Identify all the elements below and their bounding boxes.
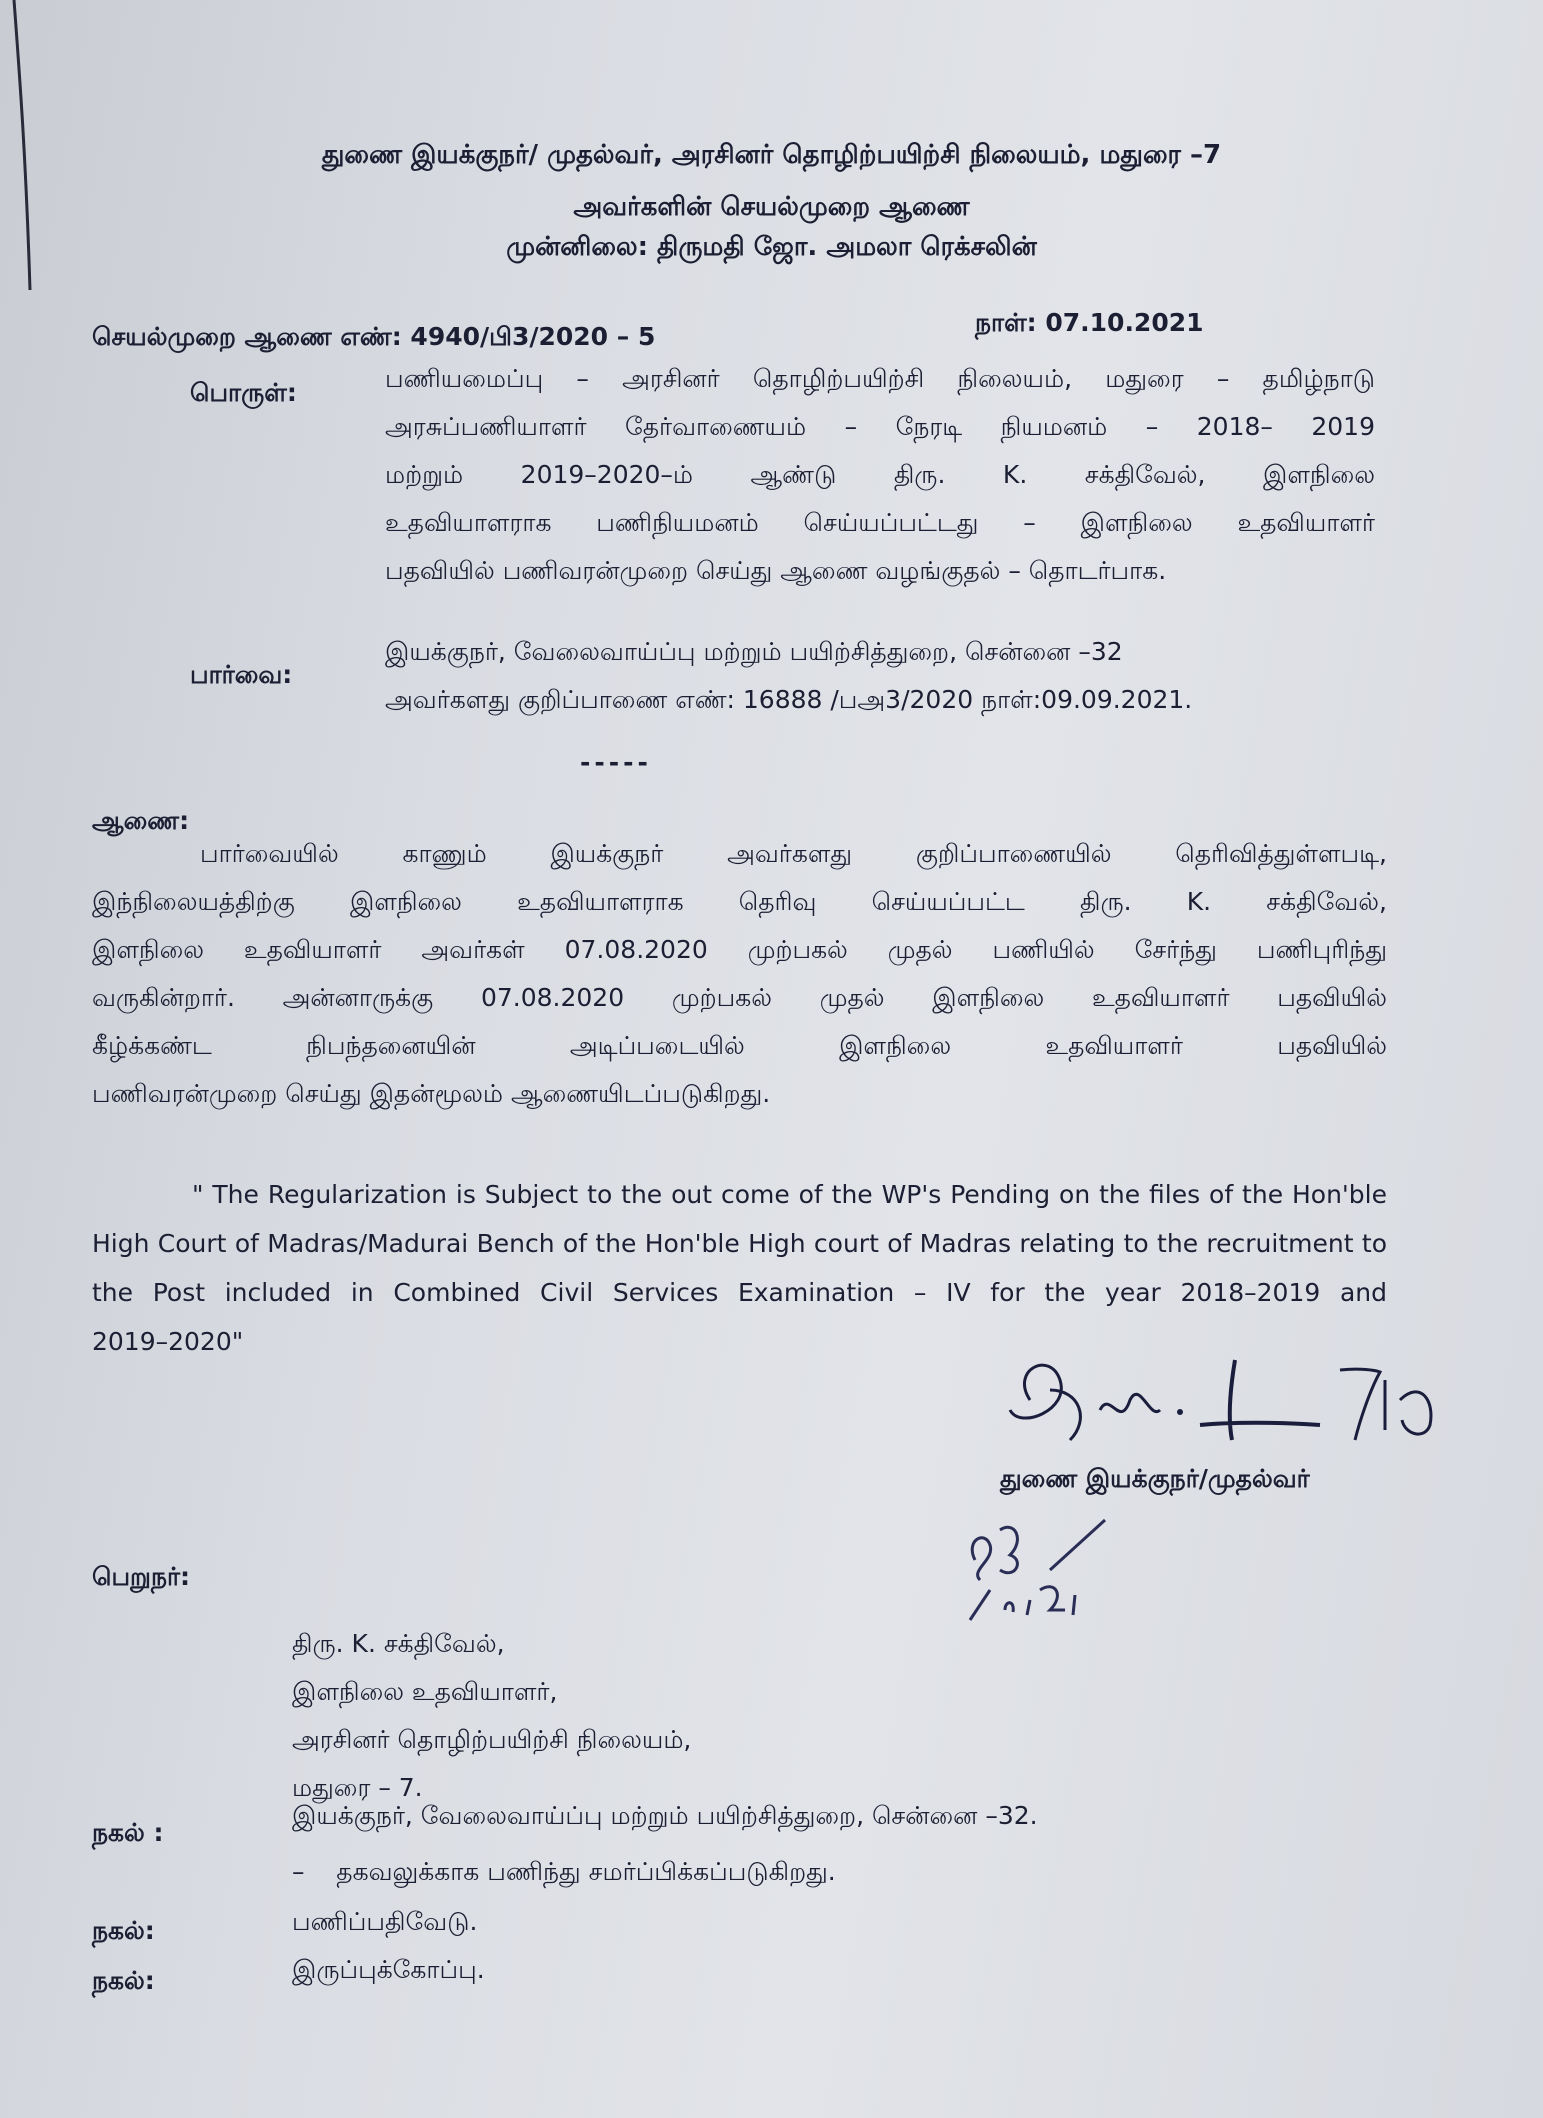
subject-block	[385, 355, 1375, 595]
reference-line: அவர்களது குறிப்பாணை எண்: 16888 /பஅ3/2020 நாள்:09.09.2021.	[385, 685, 1193, 714]
order-label: ஆணை:	[92, 806, 190, 835]
separator: -----	[580, 748, 652, 777]
signature	[990, 1330, 1460, 1470]
order-line: வருகின்றார். அன்னாருக்கு 07.08.2020 முற்பகல் முதல் இளநிலை உதவியாளர் பதவியில்	[92, 983, 1387, 1012]
reference-line: இயக்குநர், வேலைவாய்ப்பு மற்றும் பயிற்சித்துறை, சென்னை –32	[385, 637, 1123, 666]
recipient-label: பெறுநர்:	[92, 1562, 191, 1591]
order-line: பார்வையில் காணும் இயக்குநர் அவர்களது குறிப்பாணையில் தெரிவித்துள்ளபடி,	[200, 839, 1387, 868]
copy-text: இருப்புக்கோப்பு.	[292, 1955, 485, 1984]
order-number: செயல்முறை ஆணை எண்: 4940/பி3/2020 – 5	[92, 322, 656, 351]
subject-label: பொருள்:	[190, 378, 297, 407]
order-line: இந்நிலையத்திற்கு இளநிலை உதவியாளராக தெரிவு செய்யப்பட்ட திரு. K. சக்திவேல்,	[92, 887, 1387, 916]
copy-label: நகல் :	[92, 1818, 164, 1847]
recipient-line: அரசினர் தொழிற்பயிற்சி நிலையம்,	[292, 1725, 692, 1754]
header-line-3: முன்னிலை: திருமதி ஜோ. அமலா ரெக்சலின்	[506, 232, 1037, 262]
header-line-2: அவர்களின் செயல்முறை ஆணை	[573, 192, 970, 222]
header-line-1: துணை இயக்குநர்/ முதல்வர், அரசினர் தொழிற்பயிற்சி நிலையம், மதுரை –7	[321, 140, 1222, 170]
order-line: கீழ்க்கண்ட நிபந்தனையின் அடிப்படையில் இளநிலை உதவியாளர் பதவியில்	[92, 1031, 1387, 1060]
copy-text: பணிப்பதிவேடு.	[292, 1907, 478, 1936]
recipient-address	[292, 1620, 1092, 1812]
order-line: இளநிலை உதவியாளர் அவர்கள் 07.08.2020 முற்பகல் முதல் பணியில் சேர்ந்து பணிபுரிந்து	[92, 935, 1387, 964]
order-body	[92, 830, 1387, 1118]
copy-label: நகல்:	[92, 1966, 155, 1995]
subject-line: பணியமைப்பு – அரசினர் தொழிற்பயிற்சி நிலையம், மதுரை – தமிழ்நாடு	[385, 364, 1375, 393]
copy-text: இயக்குநர், வேலைவாய்ப்பு மற்றும் பயிற்சித்துறை, சென்னை –32.	[292, 1801, 1038, 1830]
reference-block	[385, 628, 1375, 724]
condition-line: " The Regularization is Subject to the out come of the WP's Pending on the files of the Hon'ble	[192, 1180, 1387, 1209]
subject-line: உதவியாளராக பணிநியமனம் செய்யப்பட்டது – இளநிலை உதவியாளர்	[385, 508, 1375, 537]
recipient-line: இளநிலை உதவியாளர்,	[292, 1677, 558, 1706]
copy-text: – தகவலுக்காக பணிந்து சமர்ப்பிக்கப்படுகிறது.	[292, 1857, 836, 1886]
condition-line: High Court of Madras/Madurai Bench of the Hon'ble High court of Madras relating to the recruitment to	[92, 1229, 1387, 1258]
order-line: பணிவரன்முறை செய்து இதன்மூலம் ஆணையிடப்படுகிறது.	[92, 1079, 771, 1108]
subject-line: அரசுப்பணியாளர் தேர்வாணையம் – நேரடி நியமனம் – 2018– 2019	[385, 412, 1375, 441]
signatory-designation: துணை இயக்குநர்/முதல்வர்	[1000, 1464, 1310, 1493]
condition-line: 2019–2020"	[92, 1327, 244, 1356]
reference-label: பார்வை:	[190, 660, 293, 689]
condition-line: the Post included in Combined Civil Services Examination – IV for the year 2018–2019 and	[92, 1278, 1387, 1307]
subject-line: மற்றும் 2019–2020–ம் ஆண்டு திரு. K. சக்திவேல், இளநிலை	[385, 460, 1375, 489]
order-date: நாள்: 07.10.2021	[975, 308, 1204, 337]
copy-label: நகல்:	[92, 1916, 155, 1945]
recipient-line: மதுரை – 7.	[292, 1773, 423, 1802]
recipient-line: திரு. K. சக்திவேல்,	[292, 1629, 505, 1658]
subject-line: பதவியில் பணிவரன்முறை செய்து ஆணை வழங்குதல் – தொடர்பாக.	[385, 556, 1167, 585]
